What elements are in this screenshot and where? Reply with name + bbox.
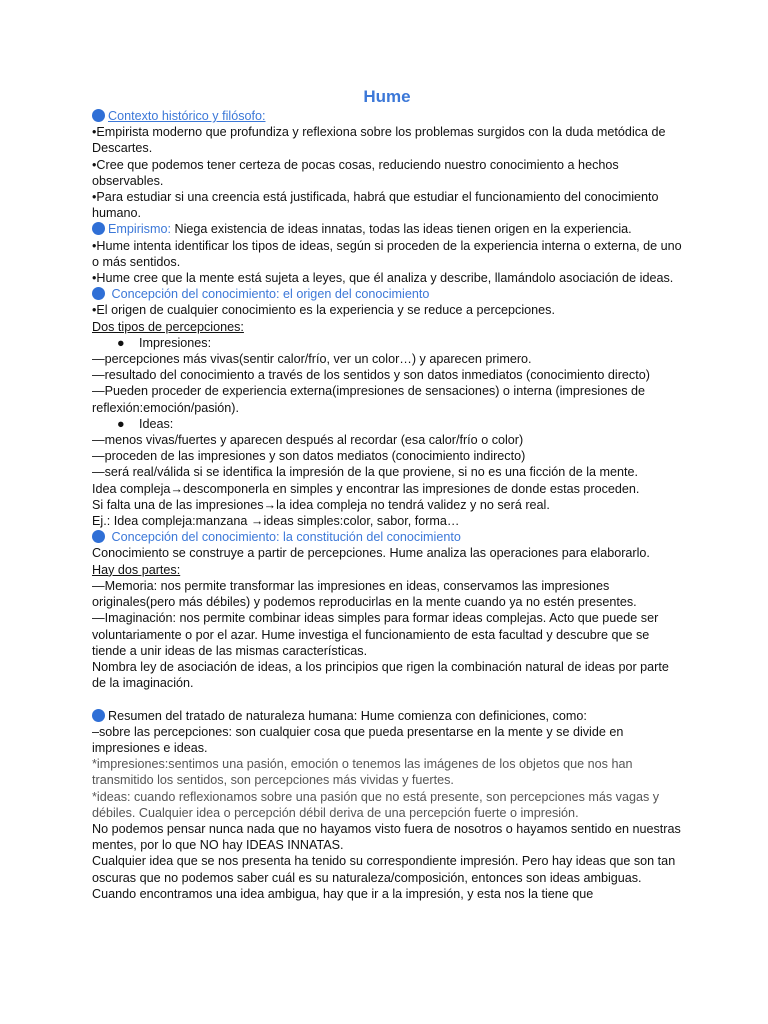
blue-circle-icon	[92, 709, 105, 722]
section-heading-contexto	[92, 108, 682, 124]
paragraph: •Hume cree que la mente está sujeta a leyes, que él analiza y describe, llamándolo asociación de ideas.	[92, 271, 674, 286]
paragraph: —Memoria: nos permite transformar las impresiones en ideas, conservamos las impresiones originales(pero más débiles) y podemos reproducirlas en la mente cuando ya no estén presentes.	[92, 578, 637, 610]
blue-circle-icon	[92, 109, 105, 122]
section-heading-resumen	[92, 708, 682, 724]
section-heading-origen	[92, 286, 682, 302]
blue-circle-icon	[92, 222, 105, 235]
spacer	[92, 691, 682, 707]
list-item	[92, 335, 682, 351]
resumen-heading: Resumen del tratado de naturaleza humana: Hume comienza con definiciones, como:	[108, 708, 587, 723]
subheading: Dos tipos de percepciones:	[92, 319, 244, 334]
bullet-icon: ●	[117, 416, 125, 431]
paragraph: Idea compleja→descomponerla en simples y encontrar las impresiones de donde estas proceden.	[92, 481, 640, 496]
paragraph: —resultado del conocimiento a través de los sentidos y son datos inmediatos (conocimiento directo)	[92, 368, 650, 383]
section-heading-constitucion	[92, 529, 682, 545]
paragraph: –sobre las percepciones: son cualquier cosa que pueda presentarse en la mente y se divide en impresiones e ideas.	[92, 724, 624, 755]
paragraph: —Pueden proceder de experiencia externa(impresiones de sensaciones) o interna (impresiones de reflexión:emoción/pasión).	[92, 384, 646, 415]
paragraph: Conocimiento se construye a partir de percepciones. Hume analiza las operaciones para elaborarlo.	[92, 546, 650, 561]
contexto-link[interactable]: Contexto histórico y filósofo:	[108, 109, 266, 123]
paragraph: —percepciones más vivas(sentir calor/frío, ver un color…) y aparecen primero.	[92, 352, 532, 367]
paragraph: •Para estudiar si una creencia está justificada, habrá que estudiar el funcionamiento del conocimiento humano.	[92, 190, 659, 221]
empirismo-label: Empirismo:	[108, 222, 171, 237]
blue-circle-icon	[92, 530, 105, 543]
paragraph: •Empirista moderno que profundiza y reflexiona sobre los problemas surgidos con la duda metódica de Descartes.	[92, 125, 666, 156]
paragraph: —Imaginación: nos permite combinar ideas simples para formar ideas complejas. Acto que puede ser voluntariamente o por el azar. Hume investiga el funcionamiento de esta facultad y descubre que se tiende a unir ideas de las mismas características.	[92, 611, 659, 658]
list-item-label: Impresiones:	[139, 335, 212, 350]
paragraph: •Hume intenta identificar los tipos de ideas, según si proceden de la experiencia interna o externa, de uno o más sentidos.	[92, 238, 682, 269]
document-page	[92, 86, 682, 902]
paragraph: *impresiones:sentimos una pasión, emoción o tenemos las imágenes de los objetos que nos han transmitido los sentidos, son percepciones más vividas y fuertes.	[92, 757, 633, 788]
list-item	[92, 416, 682, 432]
bullet-icon: ●	[117, 335, 125, 350]
paragraph: No podemos pensar nunca nada que no hayamos visto fuera de nosotros o hayamos sentido en nuestras mentes, por lo que NO hay IDEAS INNATAS.	[92, 821, 681, 853]
section-heading-empirismo	[92, 221, 682, 237]
empirismo-text: Niega existencia de ideas innatas, todas las ideas tienen origen en la experiencia.	[170, 222, 632, 237]
paragraph: —será real/válida si se identifica la impresión de la que proviene, si no es una ficción de la mente.	[92, 465, 639, 480]
subheading: Hay dos partes:	[92, 562, 181, 577]
paragraph: *ideas: cuando reflexionamos sobre una pasión que no está presente, son percepciones más vagas y débiles. Cualquier idea o percepción débil deriva de una percepción fuerte o impresión.	[92, 789, 660, 820]
paragraph: •Cree que podemos tener certeza de pocas cosas, reduciendo nuestro conocimiento a hechos observables.	[92, 157, 619, 188]
constitucion-heading: Concepción del conocimiento: la constitución del conocimiento	[108, 530, 461, 545]
origen-heading: Concepción del conocimiento: el origen del conocimiento	[108, 287, 430, 302]
list-item-label: Ideas:	[139, 416, 174, 431]
paragraph: Cualquier idea que se nos presenta ha tenido su correspondiente impresión. Pero hay ideas que son tan oscuras que no podemos saber cuál es su naturaleza/composición, entonces son ideas ambiguas. Cuando encontramos una idea ambigua, hay que ir a la impresión, y esta nos la tiene que	[92, 854, 676, 901]
paragraph: Ej.: Idea compleja:manzana →ideas simples:color, sabor, forma…	[92, 514, 460, 529]
paragraph: •El origen de cualquier conocimiento es la experiencia y se reduce a percepciones.	[92, 303, 555, 318]
paragraph: Si falta una de las impresiones→la idea compleja no tendrá validez y no será real.	[92, 497, 550, 512]
document-title: Hume	[363, 87, 411, 106]
paragraph: Nombra ley de asociación de ideas, a los principios que rigen la combinación natural de ideas por parte de la imaginación.	[92, 659, 669, 691]
paragraph: —menos vivas/fuertes y aparecen después al recordar (esa calor/frío o color)	[92, 433, 524, 448]
paragraph: —proceden de las impresiones y son datos mediatos (conocimiento indirecto)	[92, 449, 526, 464]
blue-circle-icon	[92, 287, 105, 300]
